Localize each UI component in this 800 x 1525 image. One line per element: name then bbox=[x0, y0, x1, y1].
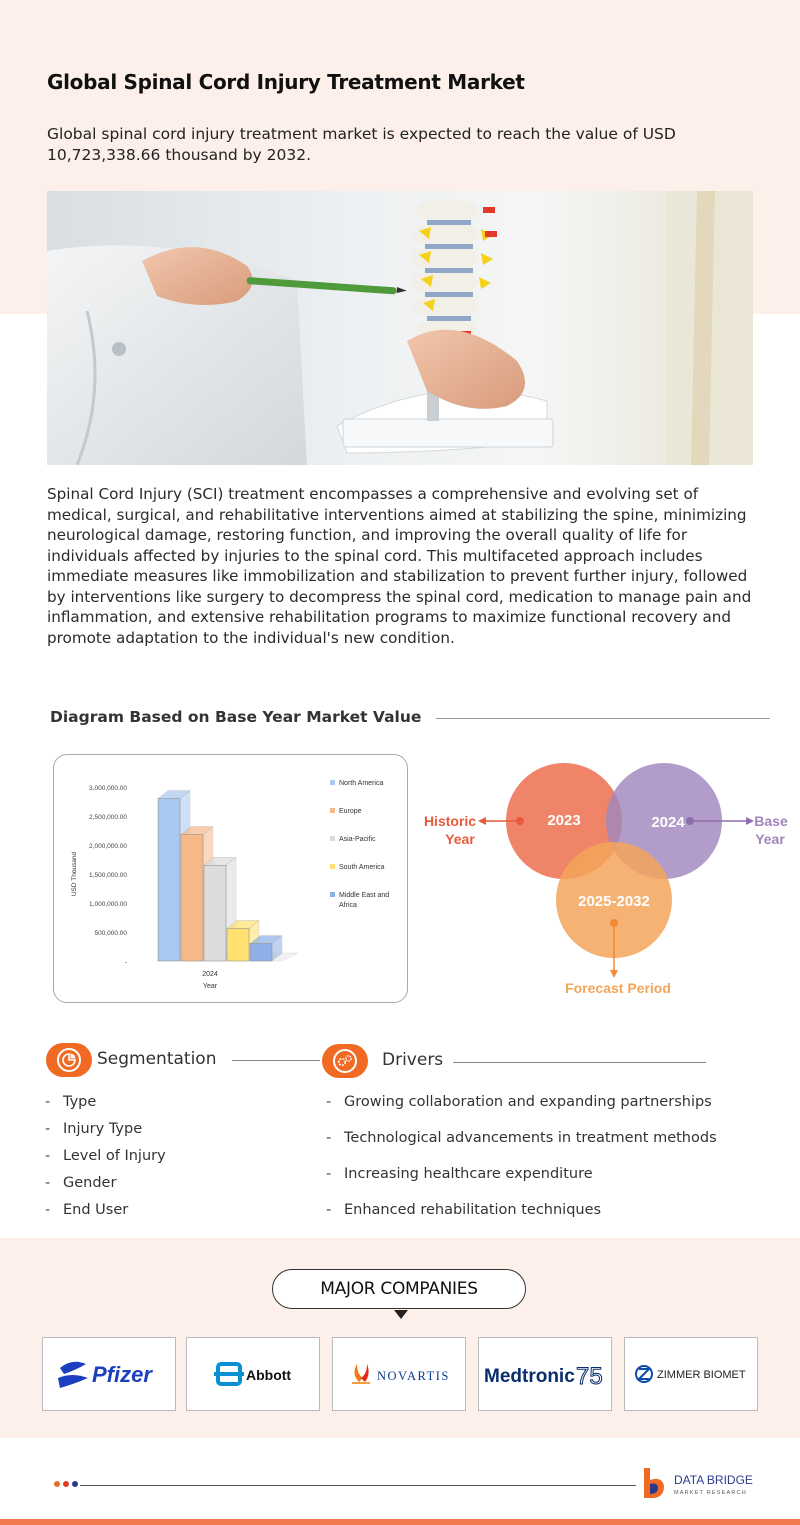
legend-swatch-4 bbox=[330, 892, 335, 897]
legend-swatch-2 bbox=[330, 836, 335, 841]
y-tick-label: 1,500,000.00 bbox=[89, 872, 127, 879]
y-tick-label: 2,000,000.00 bbox=[89, 843, 127, 850]
bar-chart bbox=[54, 755, 409, 1004]
pfizer-wordmark: Pfizer bbox=[92, 1362, 152, 1387]
bar-4 bbox=[250, 944, 272, 961]
historic-year-label-1: Historic bbox=[423, 813, 477, 829]
footer-rule bbox=[80, 1485, 636, 1486]
bar-3 bbox=[227, 929, 249, 961]
list-item: - Type bbox=[45, 1094, 166, 1121]
major-companies-title: MAJOR COMPANIES bbox=[272, 1269, 526, 1309]
footer-dot bbox=[72, 1481, 78, 1487]
abbott-logo bbox=[186, 1337, 320, 1411]
list-item: - Growing collaboration and expanding partnerships bbox=[326, 1094, 717, 1130]
legend-label-3: South America bbox=[339, 864, 385, 871]
drivers-list bbox=[326, 1094, 717, 1238]
venn-label-2024: 2024 bbox=[651, 814, 685, 831]
y-tick-label: 2,500,000.00 bbox=[89, 814, 127, 821]
x-tick-label: 2024 bbox=[202, 971, 218, 978]
zimmer-biomet-logo bbox=[624, 1337, 758, 1411]
down-arrow-icon bbox=[394, 1310, 408, 1319]
forecast-period-label: Forecast Period bbox=[565, 980, 671, 996]
list-item: - Injury Type bbox=[45, 1121, 166, 1148]
legend-label-1: Europe bbox=[339, 808, 362, 815]
pfizer-logo bbox=[42, 1337, 176, 1411]
bar-2 bbox=[204, 865, 226, 961]
bar-chart-panel bbox=[53, 754, 408, 1003]
base-year-label-2: Year bbox=[755, 831, 785, 847]
legend-label-4-cont: Africa bbox=[339, 902, 357, 909]
page-subtitle: Global spinal cord injury treatment market is expected to reach the value of USD 10,723,338.66 thousand by 2032. bbox=[47, 125, 676, 164]
segmentation-rule bbox=[232, 1060, 320, 1061]
zimmer-biomet-wordmark: ZIMMER BIOMET bbox=[657, 1369, 746, 1381]
base-year-label-1: Base bbox=[754, 813, 788, 829]
list-item: - End User bbox=[45, 1202, 166, 1229]
pie-chart-icon bbox=[57, 1048, 81, 1072]
diagram-heading: Diagram Based on Base Year Market Value bbox=[50, 708, 425, 726]
venn-label-forecast: 2025-2032 bbox=[578, 893, 650, 910]
footer-dots bbox=[54, 1481, 78, 1487]
footer-dot bbox=[54, 1481, 60, 1487]
gears-icon bbox=[333, 1049, 357, 1073]
legend-label-2: Asia-Pacific bbox=[339, 836, 376, 843]
y-tick-label: 1,000,000.00 bbox=[89, 901, 127, 908]
legend-swatch-0 bbox=[330, 780, 335, 785]
medtronic-logo bbox=[478, 1337, 612, 1411]
legend-swatch-1 bbox=[330, 808, 335, 813]
list-item: - Technological advancements in treatment methods bbox=[326, 1130, 717, 1166]
bar-1 bbox=[181, 835, 203, 961]
intro-paragraph: Spinal Cord Injury (SCI) treatment encompasses a comprehensive and evolving set of medical, surgical, and rehabilitative interventions aimed at stabilizing the spine, minimizing neurological damage, restoring function, and improving the overall quality of life for individuals affected by injuries to the spinal cord. This multifaceted approach includes immediate measures like immobilization and stabilization to prevent further injury, followed by interventions like surgery to decompress the spinal cord, medication to manage pain and inflammation, and extensive rehabilitation programs to maximize functional recovery and promote adaptation to the individual's new condition. bbox=[47, 485, 752, 647]
segmentation-badge bbox=[46, 1043, 92, 1077]
legend-label-0: North America bbox=[339, 780, 384, 787]
diagram-heading-rule bbox=[436, 718, 770, 719]
medtronic-wordmark: Medtronic bbox=[484, 1366, 575, 1387]
y-axis-title: USD Thousand bbox=[71, 851, 78, 897]
list-item: - Increasing healthcare expenditure bbox=[326, 1166, 717, 1202]
list-item: - Level of Injury bbox=[45, 1148, 166, 1175]
drivers-badge bbox=[322, 1044, 368, 1078]
novartis-logo bbox=[332, 1337, 466, 1411]
drivers-rule bbox=[453, 1062, 706, 1063]
segmentation-list bbox=[45, 1094, 166, 1229]
market-research-wordmark: MARKET RESEARCH bbox=[674, 1490, 747, 1496]
y-tick-label: - bbox=[124, 959, 127, 966]
venn-diagram bbox=[418, 760, 798, 1009]
data-bridge-logo bbox=[640, 1466, 760, 1502]
data-bridge-wordmark: DATA BRIDGE bbox=[674, 1473, 753, 1487]
abbott-wordmark: Abbott bbox=[246, 1367, 292, 1383]
drivers-title: Drivers bbox=[382, 1050, 444, 1070]
x-axis-title: Year bbox=[202, 983, 218, 990]
bar-0 bbox=[158, 799, 180, 961]
venn-label-2023: 2023 bbox=[547, 812, 581, 829]
segmentation-title: Segmentation bbox=[97, 1049, 217, 1069]
page-title: Global Spinal Cord Injury Treatment Market bbox=[47, 70, 525, 94]
novartis-wordmark: NOVARTIS bbox=[377, 1369, 450, 1383]
legend-label-4: Middle East and bbox=[339, 892, 390, 899]
footer-accent-bar bbox=[0, 1519, 800, 1525]
list-item: - Gender bbox=[45, 1175, 166, 1202]
hero-image-spine-model bbox=[47, 191, 753, 465]
footer-dot bbox=[63, 1481, 69, 1487]
y-tick-label: 3,000,000.00 bbox=[89, 785, 127, 792]
historic-year-label-2: Year bbox=[445, 831, 475, 847]
legend-swatch-3 bbox=[330, 864, 335, 869]
medtronic-75-mark: 75 bbox=[576, 1363, 603, 1390]
list-item: - Enhanced rehabilitation techniques bbox=[326, 1202, 717, 1238]
y-tick-label: 500,000.00 bbox=[94, 930, 127, 937]
